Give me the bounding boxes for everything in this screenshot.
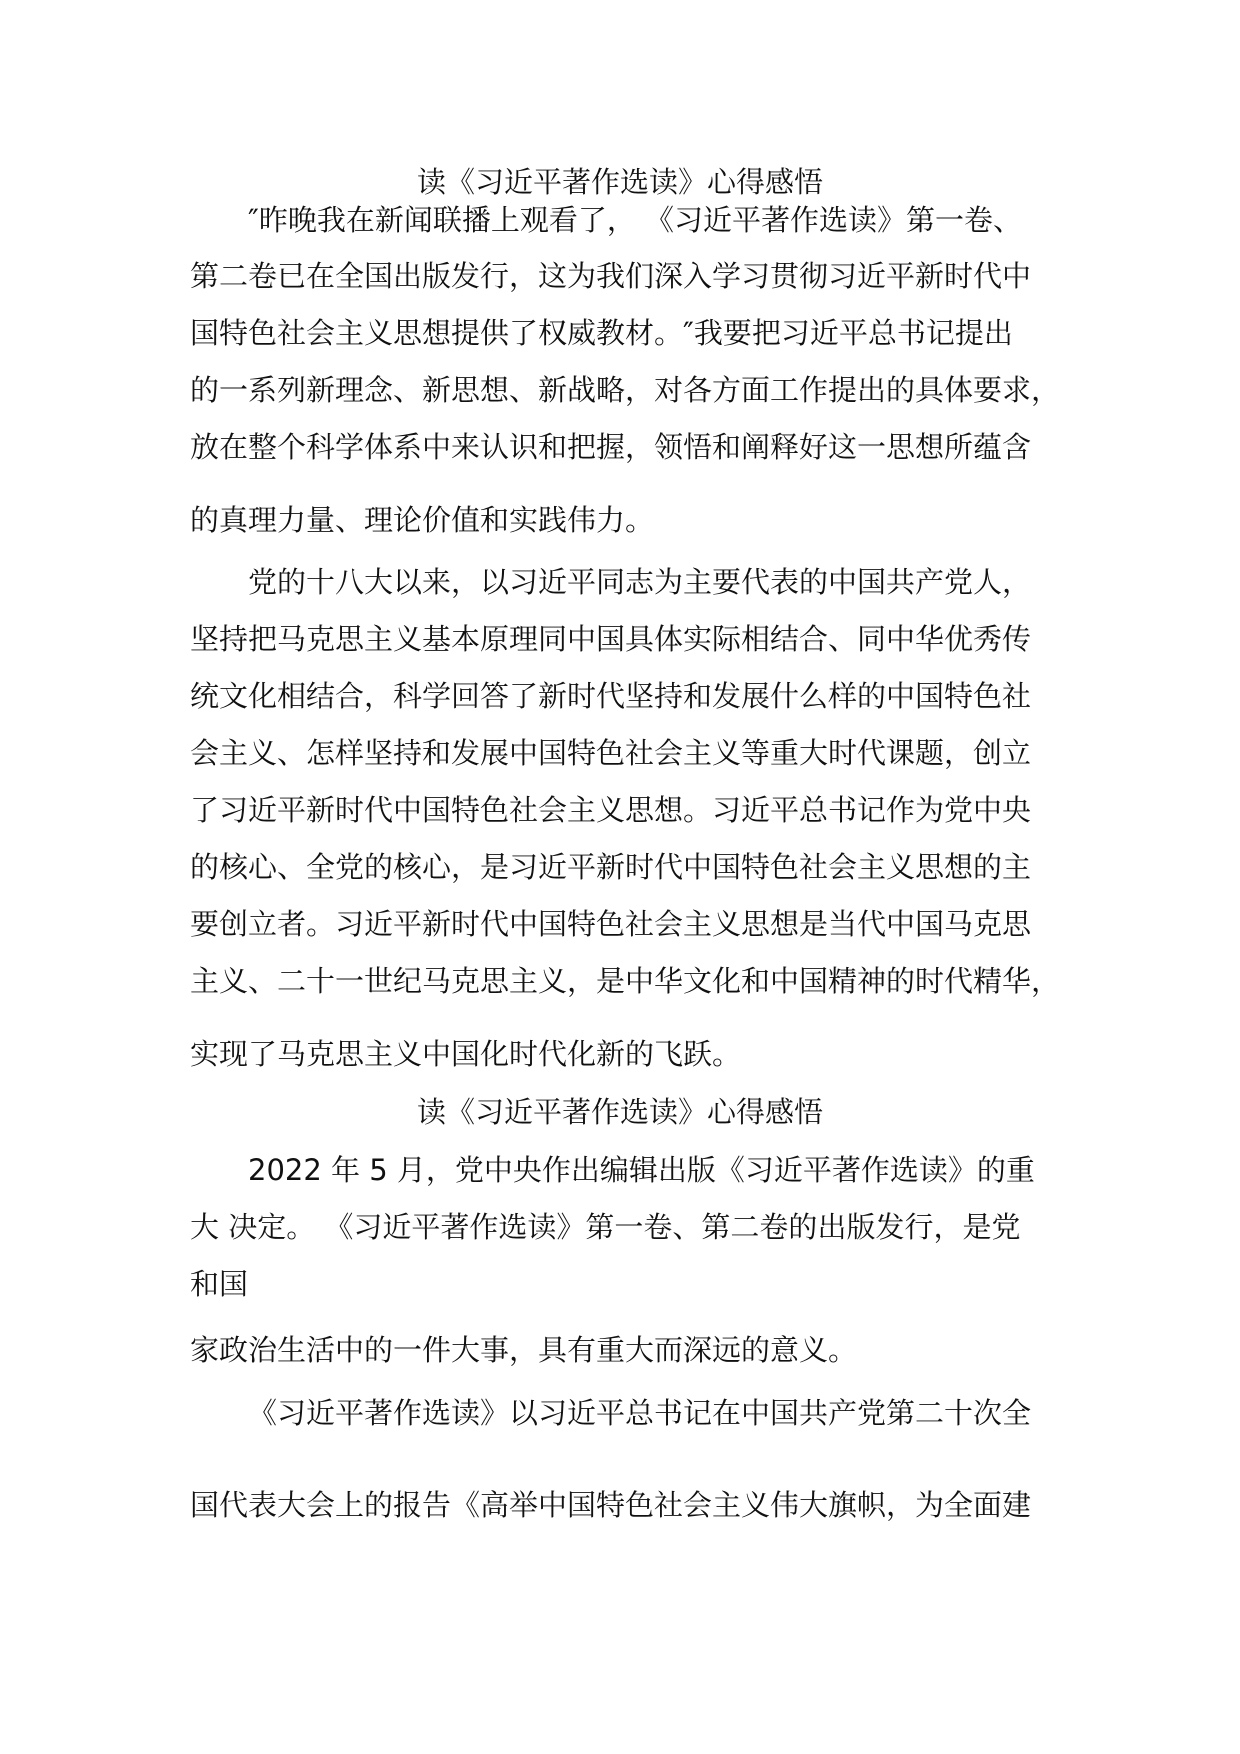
paragraph-line: 统文化相结合，科学回答了新时代坚持和发展什么样的中国特色社 [190, 679, 1032, 713]
paragraph-line: 会主义、怎样坚持和发展中国特色社会主义等重大时代课题，创立 [190, 736, 1032, 770]
paragraph-line: 主义、二十一世纪马克思主义，是中华文化和中国精神的时代精华， [190, 964, 1061, 998]
paragraph-line: 家政治生活中的一件大事，具有重大而深远的意义。 [190, 1333, 858, 1367]
paragraph-line: 的真理力量、理论价值和实践伟力。 [190, 503, 655, 537]
paragraph-line: 《习近平著作选读》以习近平总书记在中国共产党第二十次全 [248, 1396, 1032, 1430]
paragraph-line: 实现了马克思主义中国化时代化新的飞跃。 [190, 1037, 742, 1071]
paragraph-line: 的核心、全党的核心，是习近平新时代中国特色社会主义思想的主 [190, 850, 1032, 884]
paragraph-line: 要创立者。习近平新时代中国特色社会主义思想是当代中国马克思 [190, 907, 1032, 941]
paragraph-line: 了习近平新时代中国特色社会主义思想。习近平总书记作为党中央 [190, 793, 1032, 827]
section1-title: 读《习近平著作选读》心得感悟 [416, 165, 823, 199]
paragraph-line: 放在整个科学体系中来认识和把握，领悟和阐释好这一思想所蕴含 [190, 430, 1032, 464]
paragraph-line: ″昨晚我在新闻联播上观看了， 《习近平著作选读》第一卷、 [248, 203, 1023, 237]
paragraph-line: 2022 年 5 月，党中央作出编辑出版《习近平著作选读》的重 [248, 1153, 1035, 1187]
paragraph-line: 大 决定。 《习近平著作选读》第一卷、第二卷的出版发行，是党 [190, 1210, 1021, 1244]
paragraph-line: 的一系列新理念、新思想、新战略，对各方面工作提出的具体要求， [190, 373, 1061, 407]
paragraph-line: 坚持把马克思主义基本原理同中国具体实际相结合、同中华优秀传 [190, 622, 1032, 656]
section2-title: 读《习近平著作选读》心得感悟 [416, 1095, 823, 1129]
paragraph-line: 国特色社会主义思想提供了权威教材。″我要把习近平总书记提出 [190, 316, 1013, 350]
paragraph-line: 党的十八大以来，以习近平同志为主要代表的中国共产党人， [248, 565, 1032, 599]
paragraph-line: 国代表大会上的报告《高举中国特色社会主义伟大旗帜，为全面建 [190, 1488, 1032, 1522]
paragraph-line: 第二卷已在全国出版发行，这为我们深入学习贯彻习近平新时代中 [190, 259, 1032, 293]
paragraph-line: 和国 [190, 1267, 249, 1301]
